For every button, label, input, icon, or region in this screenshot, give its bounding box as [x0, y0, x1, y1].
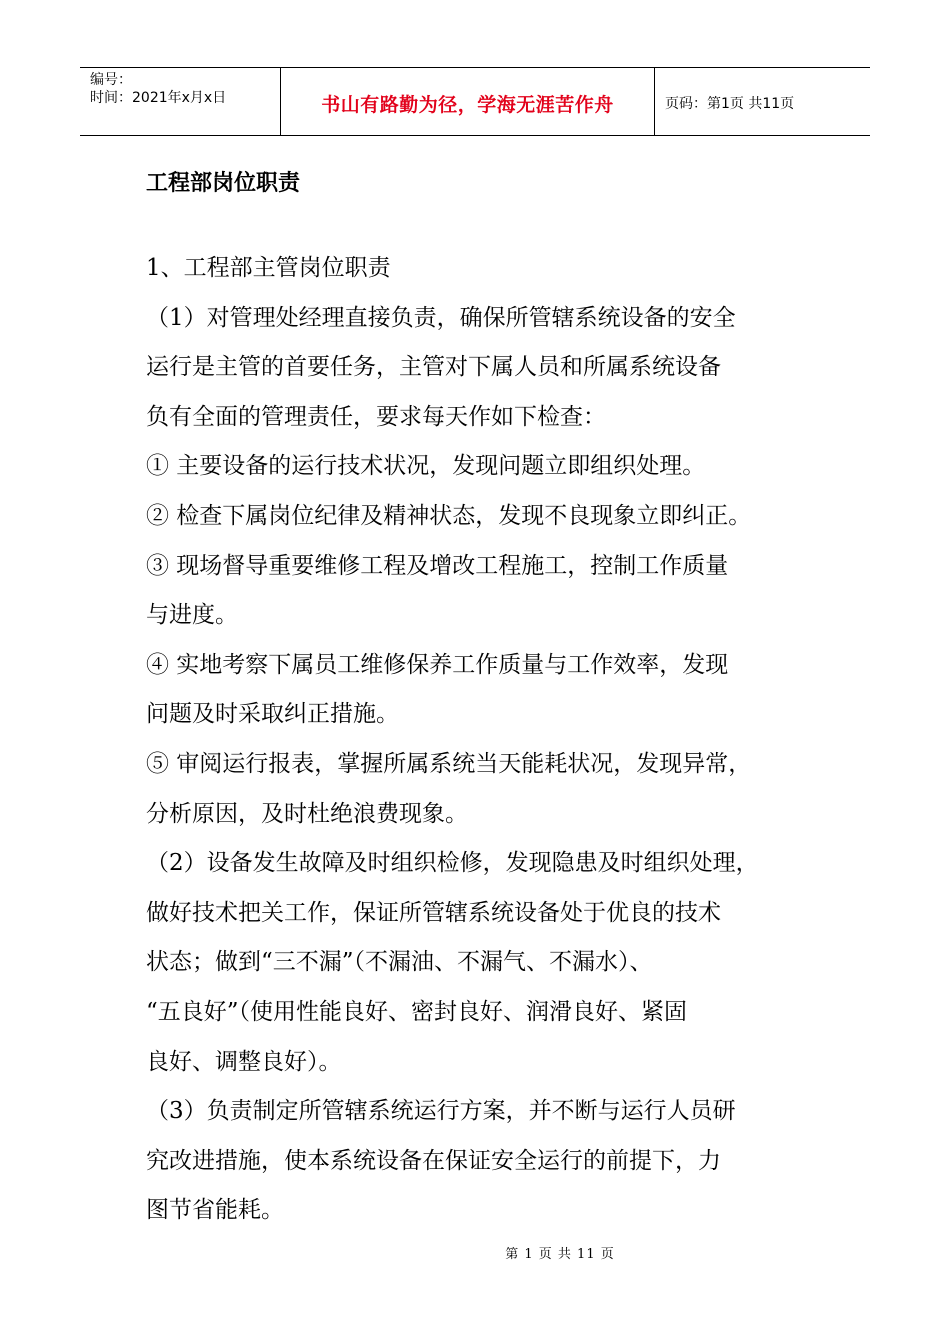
body-line: （3）负责制定所管辖系统运行方案，并不断与运行人员研: [146, 1098, 736, 1125]
body-line: 负有全面的管理责任，要求每天作如下检查：: [146, 403, 606, 430]
body-line: （1）对管理处经理直接负责，确保所管辖系统设备的安全: [146, 304, 736, 331]
page-footer: [0, 1243, 950, 1262]
body-line: 问题及时采取纠正措施。: [146, 701, 399, 728]
document-title: 工程部岗位职责: [146, 171, 301, 196]
document-time-label: 时间：2021年x月x日: [90, 90, 227, 106]
header-page-info-cell: [655, 68, 870, 135]
body-line: 图节省能耗。: [146, 1197, 284, 1224]
body-line: 良好、调整良好）。: [146, 1048, 342, 1075]
footer-page-number: 第 1 页 共 11 页: [505, 1247, 615, 1262]
body-line: ① 主要设备的运行技术状况，发现问题立即组织处理。: [146, 453, 706, 480]
body-line: 与进度。: [146, 602, 238, 629]
body-line: 1、工程部主管岗位职责: [146, 255, 391, 281]
header-motto: 书山有路勤为径，学海无涯苦作舟: [321, 94, 614, 116]
body-line: （2）设备发生故障及时组织检修，发现隐患及时组织处理，: [146, 850, 759, 877]
body-line: 运行是主管的首要任务，主管对下属人员和所属系统设备: [146, 354, 721, 381]
body-line: ④ 实地考察下属员工维修保养工作质量与工作效率，发现: [146, 651, 729, 678]
body-line: 究改进措施，使本系统设备在保证安全运行的前提下，力: [146, 1147, 721, 1174]
body-line: ⑤ 审阅运行报表，掌握所属系统当天能耗状况，发现异常，: [146, 750, 752, 777]
body-line: ③ 现场督导重要维修工程及增改工程施工，控制工作质量: [146, 552, 729, 579]
body-line: 状态；做到“三不漏”（不漏油、不漏气、不漏水）、: [146, 949, 653, 976]
body-line: “五良好”（使用性能良好、密封良好、润滑良好、紧固: [146, 998, 688, 1025]
header-page-info: 页码：第1页 共11页: [665, 95, 795, 112]
header-meta: [80, 68, 281, 135]
body-line: 分析原因，及时杜绝浪费现象。: [146, 800, 468, 827]
header-motto-cell: [281, 68, 655, 135]
body-line: ② 检查下属岗位纪律及精神状态，发现不良现象立即纠正。: [146, 502, 752, 529]
document-number-label: 编号：: [90, 72, 132, 88]
page-header: [80, 67, 870, 136]
body-line: 做好技术把关工作，保证所管辖系统设备处于优良的技术: [146, 899, 721, 926]
document-body: [146, 166, 836, 1236]
